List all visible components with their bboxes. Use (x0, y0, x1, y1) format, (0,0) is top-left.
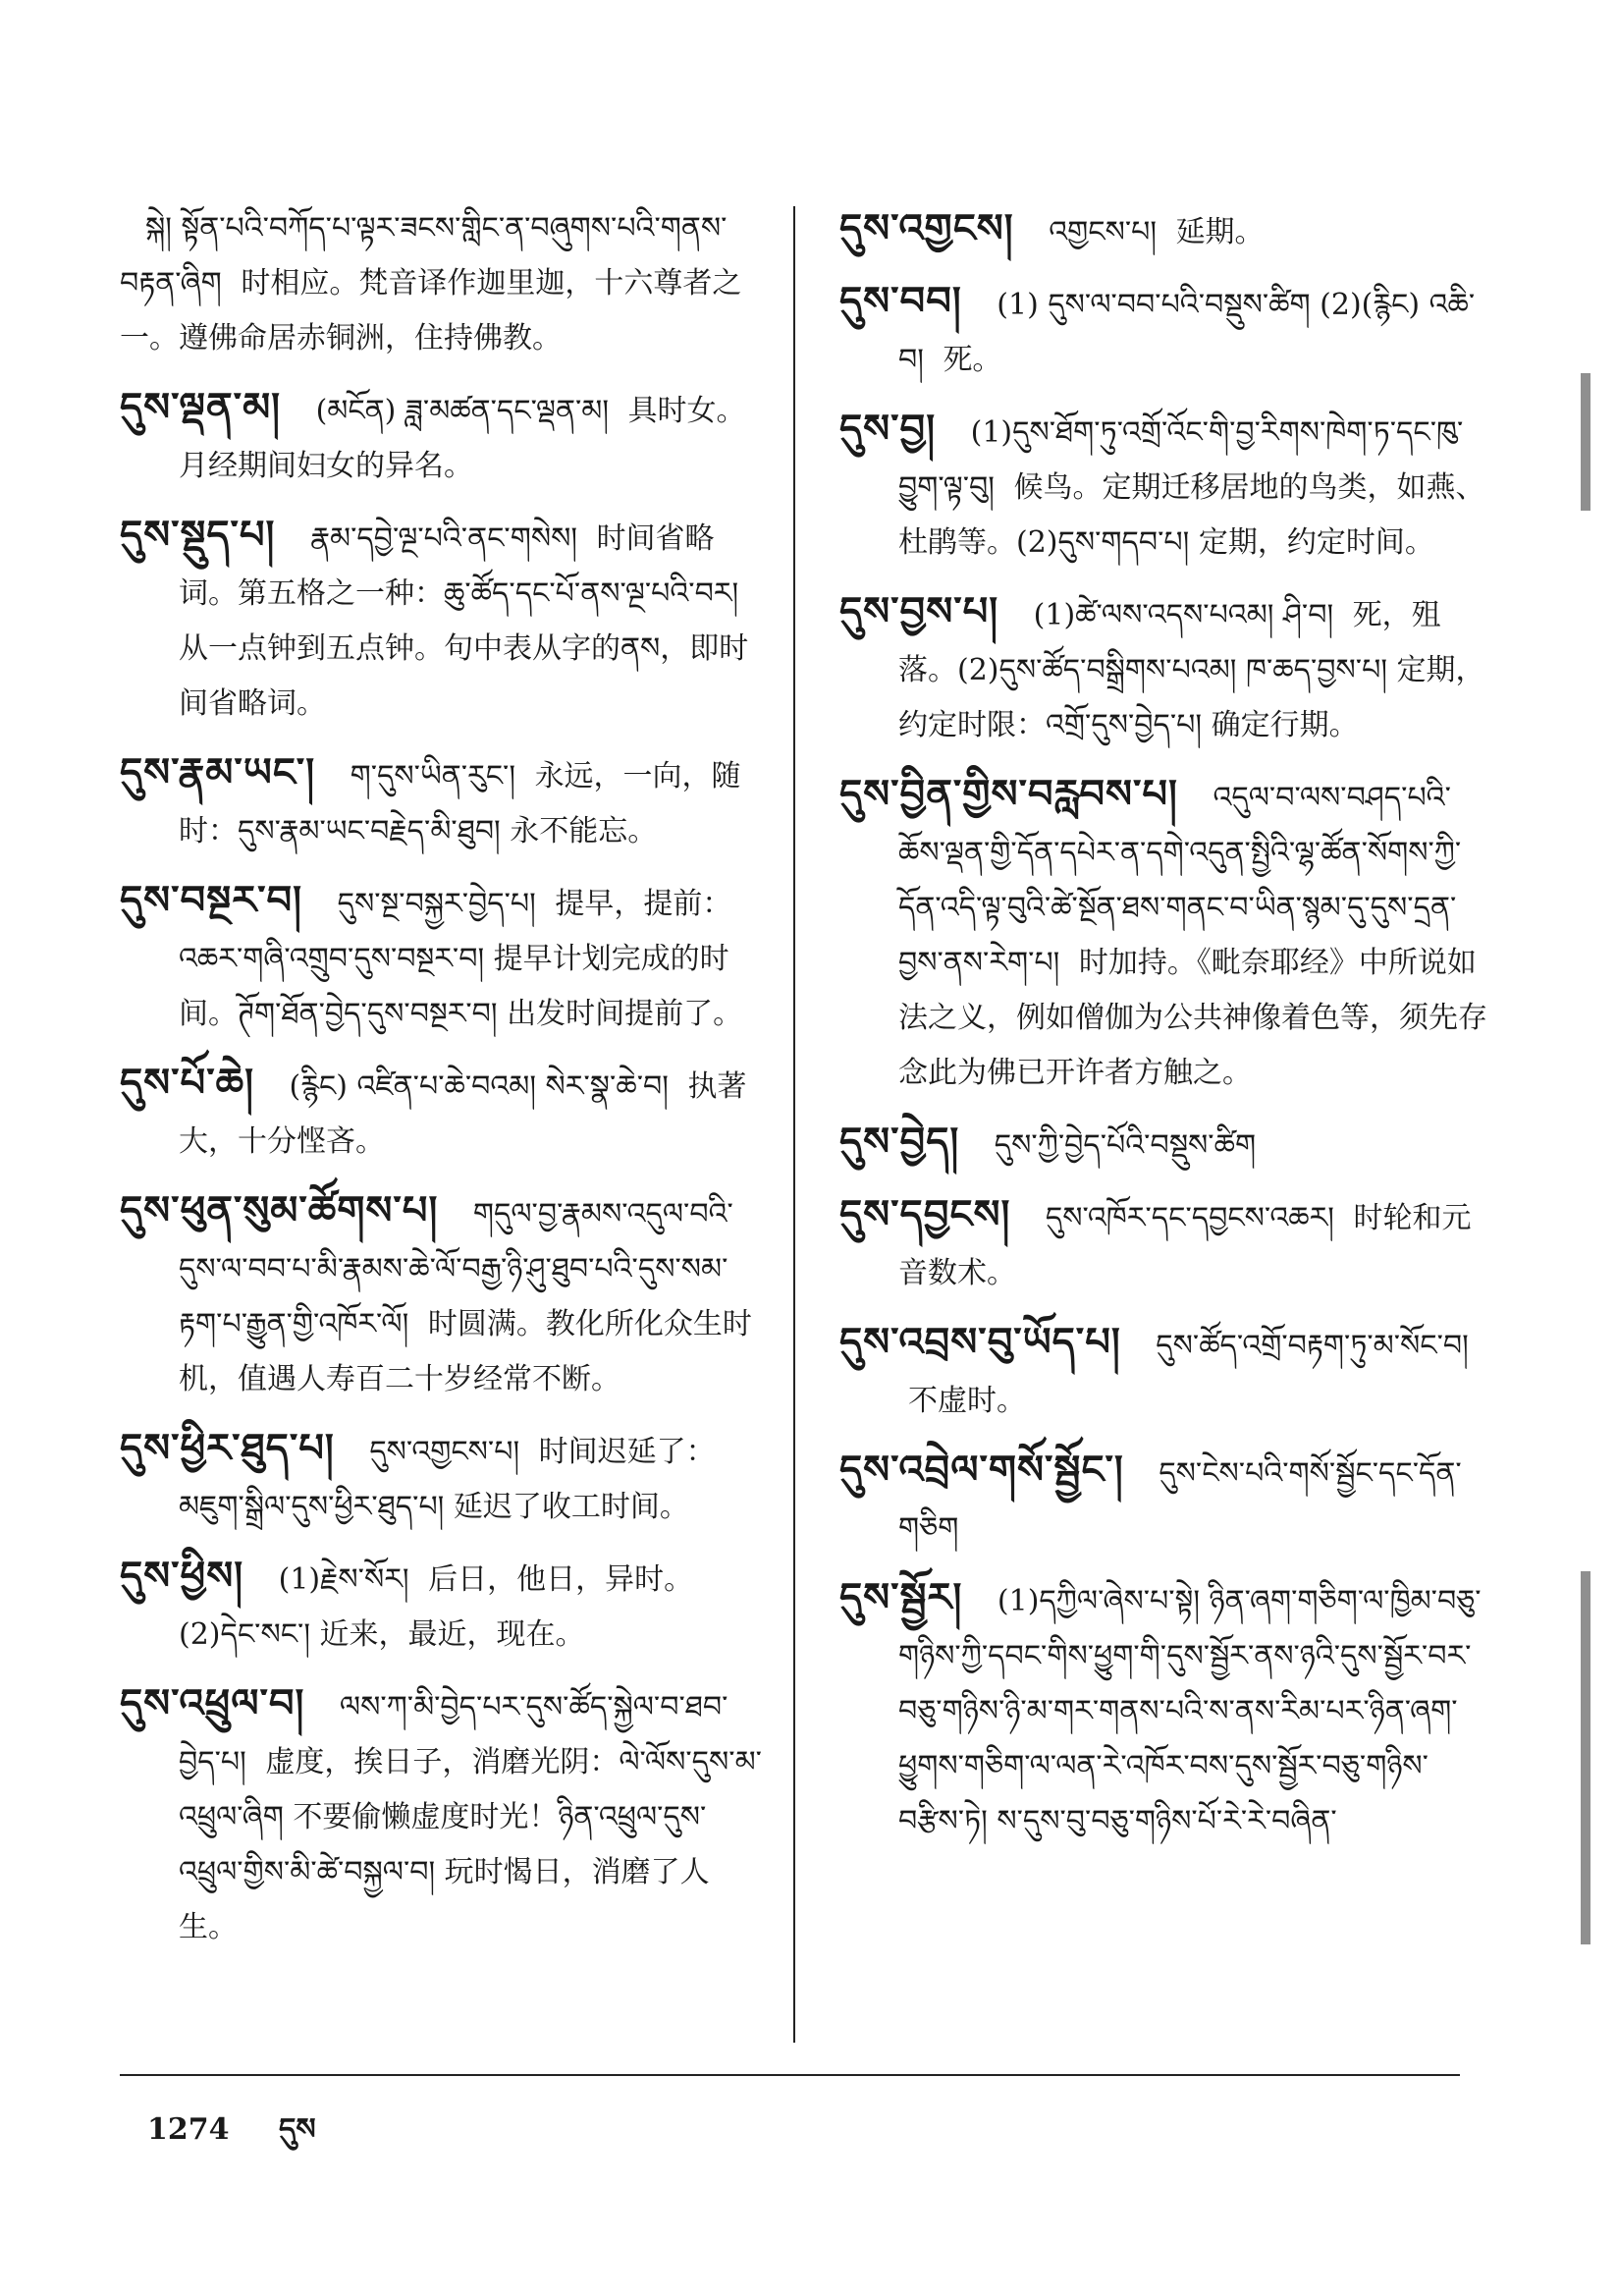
entry-tibetan: དུས་ཀྱི་བྱེད་པོའི་བསྡུས་ཚིག (994, 1128, 1257, 1163)
entry-chinese: 时间迟延了：མཇུག་སྒྲིལ་དུས་ཕྱིར་ཐུད་པ། 延迟了收工时间。 (179, 1435, 716, 1524)
entry-tibetan: (1)ཚེ་ལས་འདས་པའམ། ཤི་བ། (1033, 598, 1334, 632)
page-number: 1274 (147, 2112, 230, 2147)
entry-headword: དུས་བྱིན་གྱིས་བརླབས་པ། (839, 772, 1178, 817)
entry-headword: དུས་སྡུད་པ། (120, 513, 276, 558)
entry-headword: དུས་ཕུན་སུམ་ཚོགས་པ། (120, 1188, 439, 1233)
entry-chinese: 候鸟。定期迁移居地的鸟类，如燕、杜鹃等。(2)དུས་གདབ་པ། 定期，约定时间。 (898, 470, 1485, 560)
entry-1 (120, 380, 768, 494)
left-column (120, 201, 768, 1969)
entry-tibetan: (རྙིང) འཛིན་པ་ཆེ་བའམ། སེར་སྣ་ཆེ་བ། (289, 1069, 669, 1104)
entry-5 (120, 1056, 768, 1170)
entry-headword: དུས་བསྔར་བ། (120, 878, 303, 923)
entry-4 (120, 873, 768, 1042)
entry-0 (120, 201, 768, 366)
entry-1 (839, 274, 1492, 388)
entry-headword: དུས་འགྱངས། (839, 206, 1014, 251)
entry-tibetan: འགྱངས་པ། (1049, 215, 1158, 249)
entry-tibetan: (1)རྗེས་སོར། (278, 1562, 409, 1597)
entry-tibetan: དུས་ངེས་པའི་གསོ་སྦྱོང་དང་དོན་གཅིག (898, 1456, 1462, 1546)
entry-headword: དུས་བྱས་པ། (839, 589, 999, 634)
entry-2 (120, 508, 768, 732)
entry-headword: དུས་ཕྱིར་ཐུད་པ། (120, 1426, 335, 1471)
entry-tibetan: (མངོན) ཟླ་མཚན་དང་ལྡན་མ། (315, 394, 610, 428)
entry-7 (839, 1315, 1492, 1429)
scan-edge-mark (1581, 373, 1590, 511)
entry-tibetan: འདུལ་བ་ལས་བཤད་པའི་ཆོས་ལྡན་གྱི་དོན་དཔེར་ན་དགེ་འདུན་སྤྱིའི་ལྷ་ཚོན་སོགས་ཀྱི་དོན་འདི་ལྟ་བུའི་ཚེ་སྔོན་ཐས་གནང་བ་ཡིན་སྙམ་དུ་དུས་དྲན་བྱས་ནས་རེག་པ། (898, 781, 1462, 980)
entry-headword: དུས་འབྲས་བུ་ཡོད་པ། (839, 1320, 1121, 1365)
entry-tibetan: ག་དུས་ཡིན་རུང་། (350, 759, 516, 793)
entry-3 (120, 745, 768, 859)
entry-tibetan: ལས་ཀ་མི་བྱེད་པར་དུས་ཚོད་སྐྱེལ་བ་ཐབ་བྱེད་པ། (179, 1690, 728, 1779)
entry-headword: དུས་བྱ། (839, 407, 937, 452)
entry-tibetan: (1)དཀྱིལ་ཞེས་པ་སྟེ། ཉིན་ཞག་གཅིག་ལ་ཁྱིམ་བཅུ་གཉིས་ཀྱི་དབང་གིས་ཕྱུག་གི་དུས་སྦྱོར་ནས་ཉའི་དུས་སྦྱོར་བར་བཅུ་གཉིས་ཉི་མ་གར་གནས་པའི་ས་ནས་རིམ་པར་ཉིན་ཞག་ཕྱུགས་གཅིག་ལ་ལན་རེ་འཁོར་བས་དུས་སྦྱོར་བཅུ་གཉིས་བརྩིས་ཏེ། ས་དུས་བུ་བཅུ་གཉིས་པོ་རེ་རེ་བཞིན་ (898, 1584, 1482, 1838)
entry-headword: དུས་འཕྲུལ་བ། (120, 1681, 305, 1726)
entry-chinese: 时相应。梵音译作迦里迦，十六尊者之一。遵佛命居赤铜洲，住持佛教。 (120, 266, 742, 355)
entry-chinese: 时间省略词。第五格之一种：ཆུ་ཚོད་དང་པོ་ནས་ལྔ་པའི་བར། 从一点钟到五点钟。句中表从字的ནས，即时间省略词。 (179, 521, 749, 721)
entry-tibetan: (1) དུས་ལ་བབ་པའི་བསྡུས་ཚིག (2)(རྙིང) འཆི་བ། (898, 288, 1476, 377)
entry-tibetan: དུས་འཁོར་དང་དབྱངས་འཆར། (1045, 1201, 1334, 1235)
entry-8 (839, 1443, 1492, 1557)
entry-9 (120, 1676, 768, 1955)
entry-chinese: 虚度，挨日子，消磨光阴：ལེ་ལོས་དུས་མ་འཕྲུལ་ཞིག 不要偷懒虚度时光！ཉིན་འཕྲུལ་དུས་འཕྲུལ་གྱིས་མི་ཚེ་བསྐྱལ་བ། 玩时愒日，消磨了人生。 (179, 1745, 762, 1944)
entry-headword: དུས་རྣམ་ཡང་། (120, 750, 316, 795)
entry-0 (839, 201, 1492, 260)
entry-headword: དུས་དབྱངས། (839, 1192, 1011, 1237)
footer-rule (120, 2074, 1460, 2076)
entry-chinese: 死。 (943, 343, 1002, 377)
entry-tibetan: དུས་འགྱངས་པ། (369, 1435, 520, 1469)
scan-edge-mark (1581, 1571, 1590, 1944)
entry-6 (120, 1183, 768, 1407)
entry-headword: དུས་འབྲེལ་གསོ་སྦྱོང་། (839, 1448, 1124, 1493)
entry-headword: དུས་ལྡན་མ། (120, 385, 282, 430)
entry-chinese: 具时女。月经期间妇女的异名。 (179, 394, 746, 483)
entry-headword: དུས་སྦྱོར། (839, 1575, 963, 1620)
entry-chinese: 时圆满。教化所化众生时机，值遇人寿百二十岁经常不断。 (179, 1307, 752, 1396)
entry-7 (120, 1421, 768, 1535)
entry-chinese: 不虚时。 (908, 1384, 1026, 1418)
entry-tibetan: (1)དུས་ཐོག་ཏུ་འགྲོ་འོང་གི་བྱ་རིགས་ཁེག་ཏ་དང་ཁུ་བྱུག་ལྟ་བུ། (898, 415, 1464, 505)
right-column (839, 201, 1492, 1863)
entry-9 (839, 1570, 1492, 1849)
page-footer (147, 2097, 316, 2179)
entry-chinese: 时加持。《毗奈耶经》中所说如法之义，例如僧伽为公共神像着色等，须先存念此为佛已开许者方触之。 (898, 946, 1487, 1090)
running-head: དུས (278, 2112, 316, 2147)
entry-tibetan: དུས་སྔ་བསྐྱར་བྱེད་པ། (337, 887, 536, 921)
entry-chinese: 提早，提前：འཆར་གཞི་འགྲུབ་དུས་བསྔར་བ། 提早计划完成的时间。ཊོག་ཐོན་བྱེད་དུས་བསྔར་བ། 出发时间提前了。 (179, 887, 743, 1031)
entry-headword: དུས་བབ། (839, 279, 962, 324)
entry-tibetan: རྣམ་དབྱེ་ལྔ་པའི་ནང་གསེས། (310, 521, 577, 556)
entry-headword: དུས་ཕྱིས། (120, 1554, 244, 1599)
entry-chinese: 时轮和元音数术。 (898, 1201, 1472, 1290)
entry-2 (839, 402, 1492, 571)
entry-tibetan: གདུལ་བྱ་རྣམས་འདུལ་བའི་དུས་ལ་བབ་པ་མི་རྣམས་ཆེ་ལོ་བརྒྱ་ཉི་ཤུ་ཐུབ་པའི་དུས་སམ་རྟག་པ་རྒྱུན་གྱི་འཁོར་ལོ། (179, 1197, 733, 1341)
entry-5 (839, 1115, 1492, 1174)
entry-chinese: 延期。 (1175, 215, 1265, 249)
entry-4 (839, 767, 1492, 1101)
entry-chinese: 后日，他日，异时。(2)དེང་སང་། 近来，最近，现在。 (179, 1562, 694, 1652)
entry-6 (839, 1187, 1492, 1301)
entry-chinese: 死，殂落。(2)དུས་ཚོད་བསྒྲིགས་པའམ། ཁ་ཆད་བྱས་པ། 定期，约定时限：འགྲོ་དུས་བྱེད་པ། 确定行期。 (898, 598, 1485, 742)
entry-headword: དུས་བྱེད། (839, 1120, 960, 1165)
entry-3 (839, 584, 1492, 753)
entry-tibetan: དུས་ཚོད་འགྲོ་བརྟག་ཏུ་མ་སོང་བ། (1156, 1329, 1469, 1363)
entry-8 (120, 1549, 768, 1663)
entry-chinese: 永远，一向，随时：དུས་རྣམ་ཡང་བརྗེད་མི་ཐུབ། 永不能忘。 (179, 759, 741, 848)
entry-tibetan: སྐེ། སྟོན་པའི་བཀོད་པ་ལྟར་ཟངས་གླིང་ན་བཞུགས་པའི་གནས་བརྟན་ཞིག (120, 211, 728, 301)
entry-chinese: 执著大，十分悭吝。 (179, 1069, 747, 1159)
column-divider (793, 206, 795, 2043)
entry-headword: དུས་པོ་ཆེ། (120, 1061, 254, 1106)
